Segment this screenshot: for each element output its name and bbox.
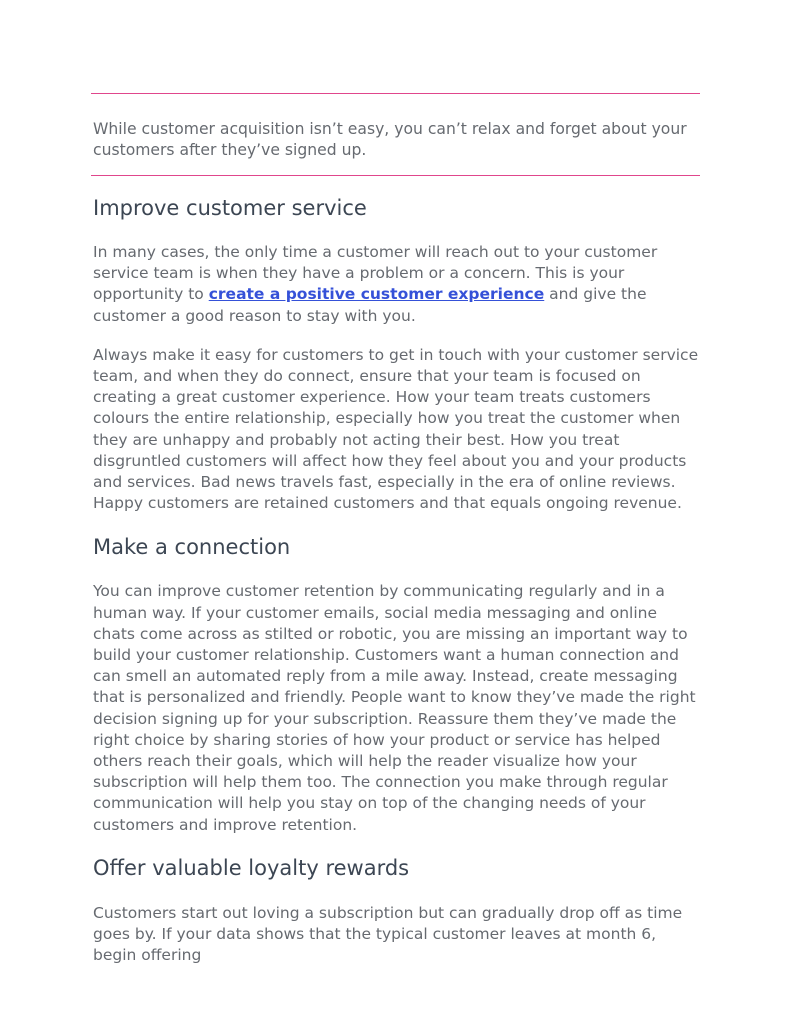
create-positive-customer-experience-link[interactable]: create a positive customer experience	[208, 285, 545, 304]
paragraph-connection: You can improve customer retention by communicating regularly and in a human way. If your customer emails, social media messaging and online chats come across as stilted or robotic, you are missing an important way to build your customer relationship. Customers want a human connection and can smell an automated reply from a mile away. Instead, create messaging that is personalized and friendly. People want to know they’ve made the right decision signing up for your subscription. Reassure them they’ve made the right choice by sharing stories of how your product or service has helped others reach their goals, which will help the reader visualize how your subscription will help them too. The connection you make through regular communication will help you stay on top of the changing needs of your customers and improve retention.	[93, 582, 696, 834]
section-heading-loyalty-rewards: Offer valuable loyalty rewards	[93, 855, 410, 880]
callout-top-divider	[91, 93, 700, 94]
section-heading-improve-customer-service: Improve customer service	[93, 196, 367, 220]
paragraph-text: In many cases, the only time a customer will reach out to your customer service team is when they have a problem or a concern. This is your opportunity to	[93, 243, 658, 304]
paragraph-loyalty: Customers start out loving a subscription but can gradually drop off as time goes by. If your data shows that the typical customer leaves at month 6, begin offering	[93, 903, 683, 965]
callout-bottom-divider	[91, 175, 700, 176]
callout-text: While customer acquisition isn’t easy, you can’t relax and forget about your customers after they’ve signed up.	[93, 120, 687, 159]
paragraph-improve-intro	[93, 242, 700, 327]
paragraph-improve-details: Always make it easy for customers to get in touch with your customer service team, and when they do connect, ensure that your team is focused on creating a great customer experience. How your team treats customers colours the entire relationship, especially how you treat the customer when they are unhappy and probably not acting their best. How you treat disgruntled customers will affect how they feel about you and your products and services. Bad news travels fast, especially in the era of online reviews. Happy customers are retained customers and that equals ongoing revenue.	[93, 345, 699, 513]
paragraph-text: and give the customer a good reason to stay with you.	[93, 285, 647, 325]
article-body	[93, 194, 700, 966]
section-heading-make-a-connection: Make a connection	[93, 535, 291, 560]
